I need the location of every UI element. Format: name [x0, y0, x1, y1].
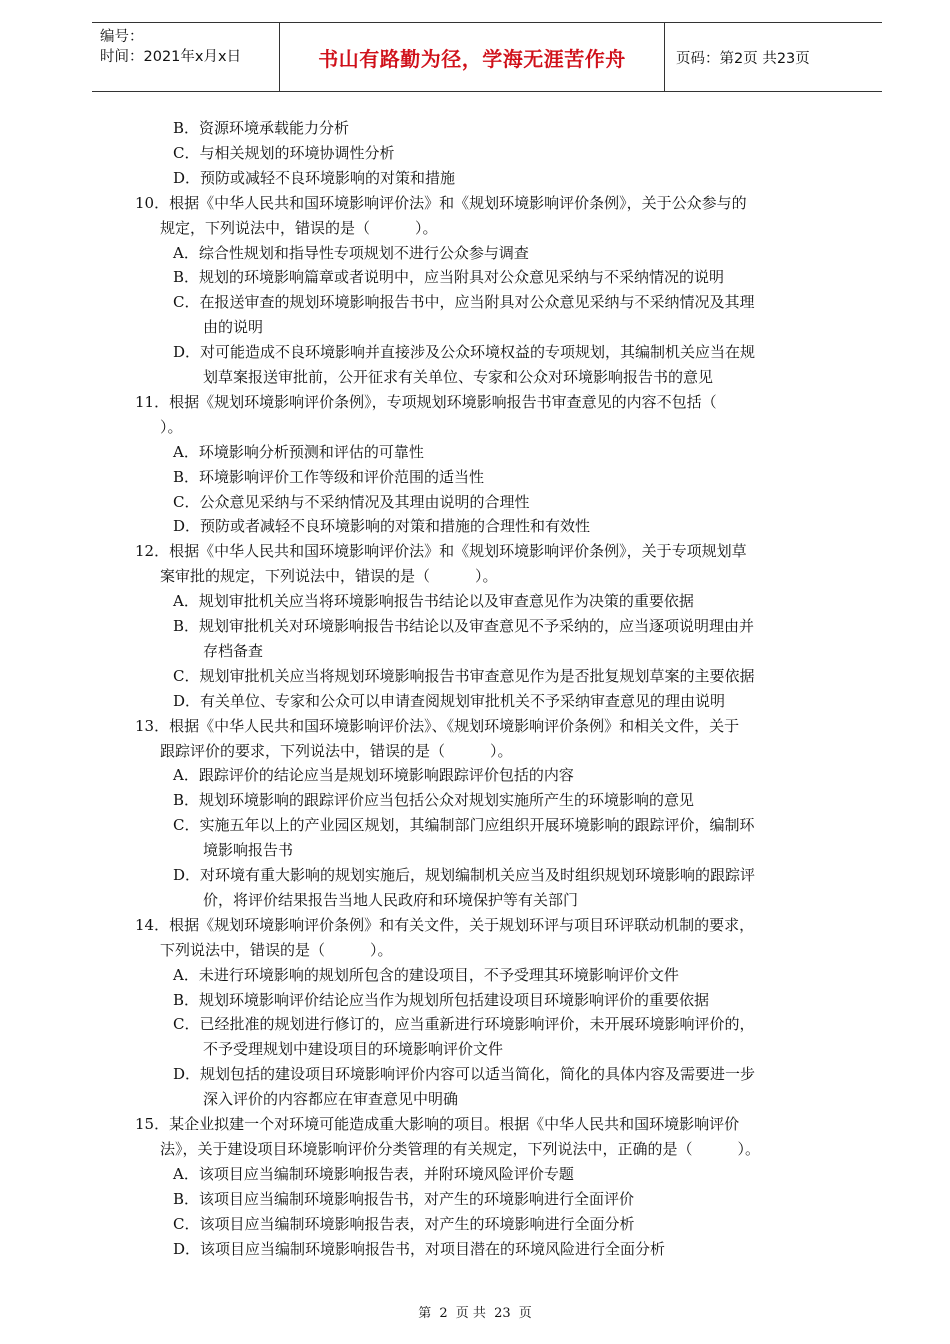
- answer-option-continued: 由的说明: [203, 318, 264, 337]
- answer-option: A．综合性规划和指导性专项规划不进行公众参与调查: [173, 243, 529, 262]
- answer-option: B．规划审批机关对环境影响报告书结论以及审查意见不予采纳的，应当逐项说明理由并: [173, 617, 755, 635]
- header-page-info: 页码：第2页 共23页: [676, 50, 810, 67]
- header-meta: [100, 27, 241, 67]
- answer-option: B．规划环境影响评价结论应当作为规划所包括建设项目环境影响评价的重要依据: [173, 990, 710, 1009]
- answer-option: B．该项目应当编制环境影响报告书，对产生的环境影响进行全面评价: [173, 1189, 635, 1208]
- question-stem-continued: 法》，关于建设项目环境影响评价分类管理的有关规定，下列说法中，正确的是（ ）。: [160, 1139, 761, 1158]
- question-stem: 15．某企业拟建一个对环境可能造成重大影响的项目。根据《中华人民共和国环境影响评价: [135, 1115, 740, 1133]
- answer-option: C．该项目应当编制环境影响报告表，对产生的环境影响进行全面分析: [173, 1214, 635, 1233]
- answer-option-continued: 存档备查: [203, 641, 264, 660]
- question-stem-continued: 跟踪评价的要求，下列说法中，错误的是（ ）。: [160, 741, 513, 760]
- answer-option: C．实施五年以上的产业园区规划，其编制部门应组织开展环境影响的跟踪评价，编制环: [173, 816, 755, 835]
- answer-option: B．规划的环境影响篇章或者说明中，应当附具对公众意见采纳与不采纳情况的说明: [173, 268, 725, 287]
- answer-option: B．规划环境影响的跟踪评价应当包括公众对规划实施所产生的环境影响的意见: [173, 791, 695, 810]
- question-stem-continued: 下列说法中，错误的是（ ）。: [160, 940, 393, 959]
- answer-option: D．对环境有重大影响的规划实施后，规划编制机关应当及时组织规划环境影响的跟踪评: [173, 866, 756, 884]
- page-footer: [0, 1302, 950, 1321]
- answer-option: B．环境影响评价工作等级和评价范围的适当性: [173, 467, 485, 486]
- answer-option: D．该项目应当编制环境影响报告书，对项目潜在的环境风险进行全面分析: [173, 1239, 666, 1258]
- question-stem-continued: 案审批的规定，下列说法中，错误的是（ ）。: [160, 567, 498, 586]
- answer-option: A．跟踪评价的结论应当是规划环境影响跟踪评价包括的内容: [173, 766, 574, 785]
- footer-suffix: 页: [518, 1306, 532, 1321]
- answer-option: C．与相关规划的环境协调性分析: [173, 143, 395, 162]
- footer-page-number: 2: [439, 1306, 448, 1321]
- header-code-label: 编号：: [100, 29, 144, 45]
- answer-option-continued: 划草案报送审批前，公开征求有关单位、专家和公众对环境影响报告书的意见: [203, 368, 714, 386]
- header-date: 时间：2021年x月x日: [100, 49, 242, 65]
- answer-option: D．对可能造成不良环境影响并直接涉及公众环境权益的专项规划，其编制机关应当在规: [173, 343, 756, 362]
- page-header: [92, 22, 882, 92]
- answer-option-continued: 价，将评价结果报告当地人民政府和环境保护等有关部门: [203, 890, 579, 909]
- answer-option: A．该项目应当编制环境影响报告表，并附环境风险评价专题: [173, 1164, 574, 1183]
- question-stem: 12．根据《中华人民共和国环境影响评价法》和《规划环境影响评价条例》，关于专项规划草: [135, 542, 747, 561]
- answer-option-continued: 境影响报告书: [203, 841, 294, 860]
- answer-option: D．有关单位、专家和公众可以申请查阅规划审批机关不予采纳审查意见的理由说明: [173, 691, 726, 710]
- question-stem: 10．根据《中华人民共和国环境影响评价法》和《规划环境影响评价条例》，关于公众参与的: [135, 193, 747, 212]
- footer-total-pages: 23: [494, 1306, 511, 1321]
- question-stem: 13．根据《中华人民共和国环境影响评价法》、《规划环境影响评价条例》和相关文件，关于: [135, 716, 740, 735]
- question-stem-continued: ）。: [160, 417, 183, 436]
- answer-option: C．在报送审查的规划环境影响报告书中，应当附具对公众意见采纳与不采纳情况及其理: [173, 293, 755, 312]
- footer-prefix: 第: [418, 1306, 432, 1321]
- answer-option: A．环境影响分析预测和评估的可靠性: [173, 442, 424, 461]
- question-stem: 14．根据《规划环境影响评价条例》和有关文件，关于规划环评与项目环评联动机制的要求，: [135, 915, 755, 934]
- footer-mid: 页 共: [455, 1306, 486, 1321]
- answer-option-continued: 不予受理规划中建设项目的环境影响评价文件: [203, 1040, 504, 1059]
- answer-option: A．规划审批机关应当将环境影响报告书结论以及审查意见作为决策的重要依据: [173, 592, 694, 611]
- header-divider: [664, 23, 665, 91]
- answer-option: C．已经批准的规划进行修订的，应当重新进行环境影响评价，未开展环境影响评价的，: [173, 1015, 755, 1034]
- answer-option: C．公众意见采纳与不采纳情况及其理由说明的合理性: [173, 492, 530, 511]
- header-motto: 书山有路勤为径，学海无涯苦作舟: [318, 46, 626, 71]
- question-stem-continued: 规定，下列说法中，错误的是（ ）。: [160, 218, 438, 237]
- answer-option: D．预防或者减轻不良环境影响的对策和措施的合理性和有效性: [173, 517, 591, 536]
- answer-option: A．未进行环境影响的规划所包含的建设项目，不予受理其环境影响评价文件: [173, 965, 679, 984]
- answer-option: B．资源环境承载能力分析: [173, 119, 350, 137]
- question-stem: 11．根据《规划环境影响评价条例》，专项规划环境影响报告书审查意见的内容不包括（: [135, 392, 717, 411]
- answer-option: C．规划审批机关应当将规划环境影响报告书审查意见作为是否批复规划草案的主要依据: [173, 666, 755, 685]
- answer-option: D．预防或减轻不良环境影响的对策和措施: [173, 168, 456, 187]
- answer-option: D．规划包括的建设项目环境影响评价内容可以适当简化，简化的具体内容及需要进一步: [173, 1065, 756, 1084]
- answer-option-continued: 深入评价的内容都应在审查意见中明确: [203, 1090, 459, 1109]
